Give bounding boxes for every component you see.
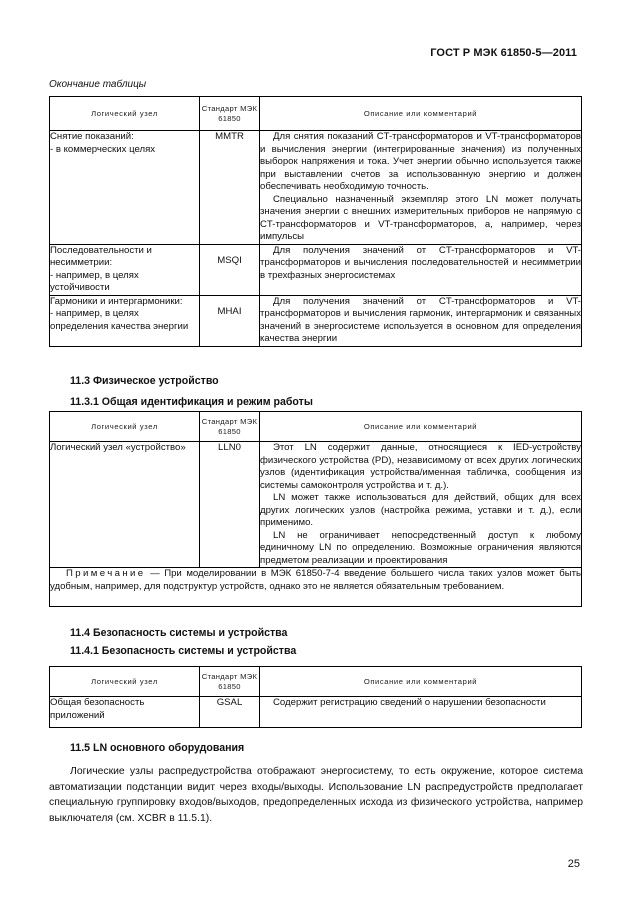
table-header-row <box>50 97 582 131</box>
table-note-row <box>50 568 582 607</box>
table-continuation-caption: Окончание таблицы <box>49 79 147 90</box>
header-description: Описание или комментарий <box>260 97 582 131</box>
table-row <box>50 295 582 346</box>
table-row <box>50 131 582 245</box>
node-name-sub: - например, в целях определения качества энергии <box>50 308 189 332</box>
logical-nodes-table-3 <box>49 666 582 728</box>
note-text: — При моделировании в МЭК 61850-7-4 введение большего числа таких узлов может быть удобным, например, для подструктур устройств, однако это не является обязательным требованием. <box>50 568 581 592</box>
header-description: Описание или комментарий <box>260 667 582 697</box>
header-standard: Стандарт МЭК 61850 <box>200 97 260 131</box>
header-description: Описание или комментарий <box>260 412 582 442</box>
node-name: Снятие показаний: <box>50 131 134 142</box>
cell-node-name: Логический узел «устройство» <box>50 442 200 568</box>
header-logical-node: Логический узел <box>50 667 200 697</box>
cell-description: Для снятия показаний CT-трансформаторов и VT-трансформаторов и вычисления энергии (интегрированные значения) из полученных выборок напряжения и тока. Учет энергии обычно используется также при выставлении счетов за использованную энергию и должен обеспечивать необходимую точность. Специально назначенный экземпляр этого LN может получать значения энергии с внешних измерительных приборов не напрямую с CT-трансформаторов и VT-трансформаторов, а, например, через импульсы <box>260 131 581 242</box>
table-note <box>50 568 582 607</box>
table-header-row <box>50 667 582 697</box>
document-header: ГОСТ Р МЭК 61850-5—2011 <box>430 47 577 59</box>
cell-standard: LLN0 <box>200 442 260 568</box>
header-logical-node: Логический узел <box>50 97 200 131</box>
cell-description: Для получения значений от CT-трансформаторов и VT-трансформаторов и вычисления последовательностей и несимметрии в трехфазных энергосистемах <box>260 244 582 295</box>
cell-node-name <box>50 244 200 295</box>
node-name-sub: - в коммерческих целях <box>50 143 156 155</box>
node-name: Гармоники и интергармоники: <box>50 295 183 307</box>
header-logical-node: Логический узел <box>50 412 200 442</box>
header-standard: Стандарт МЭК 61850 <box>200 667 260 697</box>
note-label: Примечание <box>66 568 146 579</box>
table-row <box>50 244 582 295</box>
cell-standard: GSAL <box>200 697 260 728</box>
cell-standard: MMTR <box>200 131 260 245</box>
section-heading-11-4-1: 11.4.1 Безопасность системы и устройства <box>70 645 297 657</box>
section-heading-11-5: 11.5 LN основного оборудования <box>70 742 245 754</box>
node-name-sub: - например, в целях устойчивости <box>50 269 139 293</box>
cell-node-name <box>50 295 200 346</box>
cell-node-name: Общая безопасность приложений <box>50 697 200 728</box>
table-row <box>50 442 582 568</box>
cell-description: Для получения значений от CT-трансформаторов и VT-трансформаторов и вычисления гармоник, интергармоник и связанных значений в энергосистеме используется в основном для определения качества энергии <box>260 295 581 344</box>
header-standard: Стандарт МЭК 61850 <box>200 412 260 442</box>
section-heading-11-3: 11.3 Физическое устройство <box>70 375 219 387</box>
page-number: 25 <box>567 858 580 870</box>
cell-description: Содержит регистрацию сведений о нарушении безопасности <box>260 697 582 728</box>
logical-nodes-table-2 <box>49 411 582 607</box>
cell-description: Этот LN содержит данные, относящиеся к IED-устройству физического устройства (PD), независимому от всех других логических узлов (идентификация устройства/именная табличка, сообщения из системы самоконтроля устройства и т. д.). LN может также использоваться для действий, общих для всех других логических узлов (настройка режима, уставки и т. д.), если применимо. LN не ограничивает непосредственный доступ к любому единичному LN по определению. Возможные ограничения являются предметом реализации и проектирования <box>260 442 581 566</box>
logical-nodes-table-1 <box>49 96 582 347</box>
section-heading-11-4: 11.4 Безопасность системы и устройства <box>70 627 288 639</box>
body-paragraph: Логические узлы распредустройства отображают энергосистему, то есть окружение, которое система автоматизации подстанции видит через входы/выходы. Использование LN распредустройств предполагает специальную группировку входов/выходов, предопределенных исхода из физического устройства, например выключателя (см. XCBR в 11.5.1). <box>49 766 583 824</box>
table-header-row <box>50 412 582 442</box>
section-heading-11-3-1: 11.3.1 Общая идентификация и режим работы <box>70 396 313 408</box>
node-name: Последовательности и несимметрии: <box>50 244 152 268</box>
cell-standard: MSQI <box>200 244 260 295</box>
cell-standard: MHAI <box>200 295 260 346</box>
table-row <box>50 697 582 728</box>
cell-node-name <box>50 131 200 245</box>
